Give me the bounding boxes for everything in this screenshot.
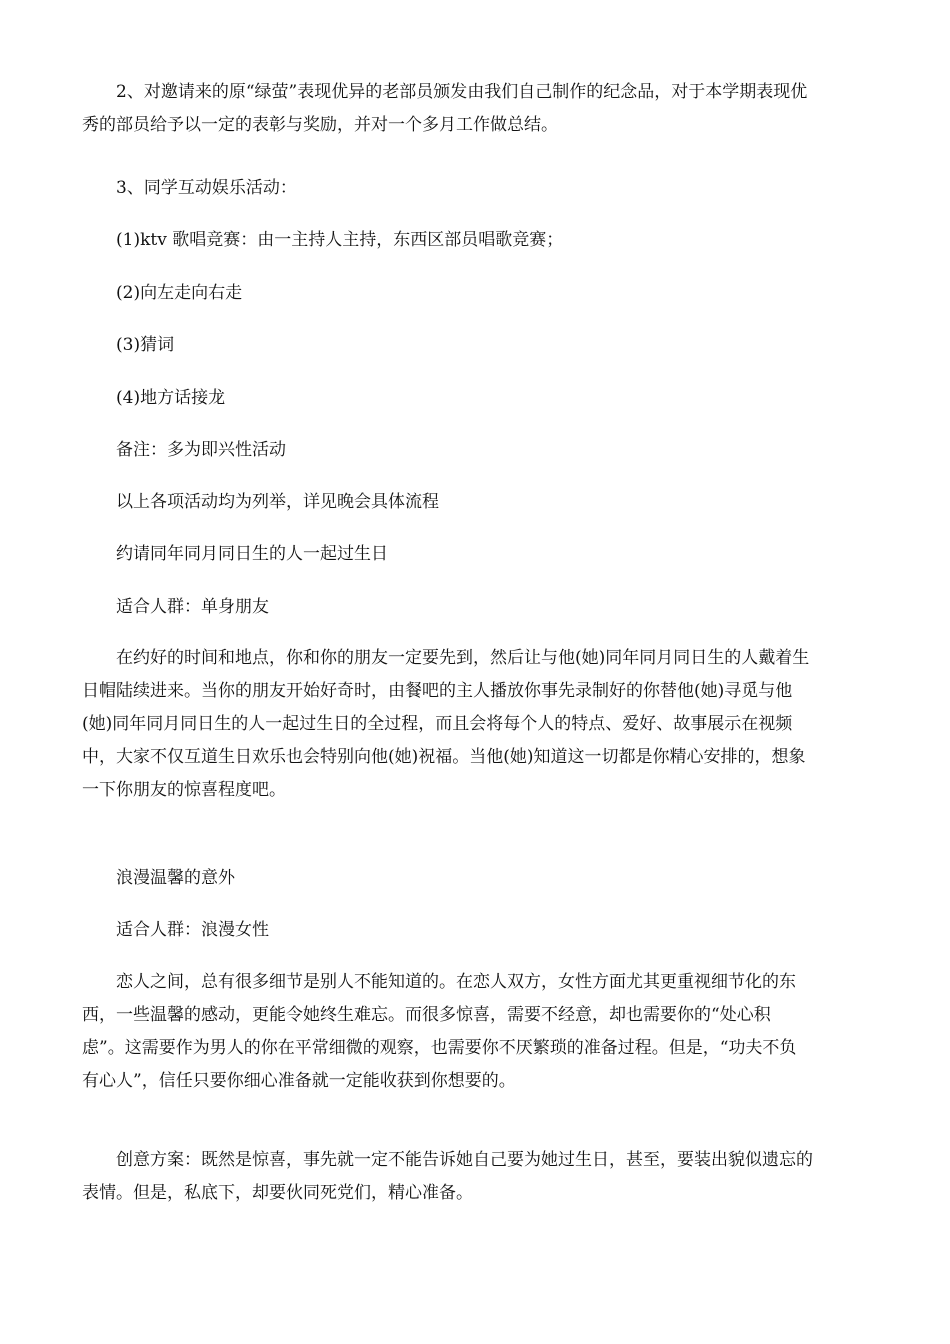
- text-line: 浪漫温馨的意外: [116, 868, 235, 888]
- paragraph-same-birthday-body: [82, 642, 872, 807]
- text-line: 中，大家不仅互道生日欢乐也会特别向他(她)祝福。当他(她)知道这一切都是你精心安排的，想象: [82, 747, 806, 767]
- paragraph-summary: [116, 486, 872, 519]
- list-item-ktv: [116, 224, 872, 257]
- text-line: 3、同学互动娱乐活动：: [116, 178, 297, 198]
- paragraph-award-item: [82, 76, 872, 142]
- text-line: (3)猜词: [116, 335, 175, 355]
- text-line: 创意方案：既然是惊喜，事先就一定不能告诉她自己要为她过生日，甚至，要装出貌似遗忘的: [116, 1150, 813, 1170]
- text-line: 有心人”，信任只要你细心准备就一定能收获到你想要的。: [82, 1071, 516, 1091]
- text-line: 表情。但是，私底下，却要伙同死党们，精心准备。: [82, 1183, 473, 1203]
- paragraph-creative-plan: [82, 1144, 872, 1210]
- paragraph-target-single: [116, 591, 872, 624]
- text-line: 在约好的时间和地点，你和你的朋友一定要先到，然后让与他(她)同年同月同日生的人戴着生: [116, 648, 810, 668]
- text-line: 一下你朋友的惊喜程度吧。: [82, 780, 286, 800]
- paragraph-activities-heading: [116, 172, 872, 205]
- text-line: 备注：多为即兴性活动: [116, 440, 286, 460]
- text-line: (4)地方话接龙: [116, 388, 226, 408]
- paragraph-target-romantic: [116, 914, 872, 947]
- text-line: 2、对邀请来的原“绿萤”表现优异的老部员颁发由我们自己制作的纪念品，对于本学期表现优: [116, 82, 808, 102]
- text-line: 适合人群：单身朋友: [116, 597, 269, 617]
- text-line: 适合人群：浪漫女性: [116, 920, 269, 940]
- section-heading-romantic: [116, 862, 872, 895]
- text-line: 约请同年同月同日生的人一起过生日: [116, 544, 388, 564]
- text-line: (2)向左走向右走: [116, 283, 243, 303]
- text-line: 以上各项活动均为列举，详见晚会具体流程: [116, 492, 439, 512]
- text-line: 西，一些温馨的感动，更能令她终生难忘。而很多惊喜，需要不经意，却也需要你的“处心积: [82, 1005, 771, 1025]
- list-item-dialect-relay: [116, 382, 872, 415]
- text-line: (1)ktv 歌唱竞赛：由一主持人主持，东西区部员唱歌竞赛；: [116, 230, 564, 250]
- text-line: (她)同年同月同日生的人一起过生日的全过程，而且会将每个人的特点、爱好、故事展示在视频: [82, 714, 793, 734]
- text-line: 虑”。这需要作为男人的你在平常细微的观察，也需要你不厌繁琐的准备过程。但是，“功夫不负: [82, 1038, 797, 1058]
- list-item-left-right: [116, 277, 872, 310]
- list-item-guess-words: [116, 329, 872, 362]
- paragraph-romantic-body: [82, 966, 872, 1098]
- text-line: 日帽陆续进来。当你的朋友开始好奇时，由餐吧的主人播放你事先录制好的你替他(她)寻觅与他: [82, 681, 793, 701]
- text-line: 恋人之间，总有很多细节是别人不能知道的。在恋人双方，女性方面尤其更重视细节化的东: [116, 972, 796, 992]
- section-heading-same-birthday: [116, 538, 872, 571]
- text-line: 秀的部员给予以一定的表彰与奖励，并对一个多月工作做总结。: [82, 115, 558, 135]
- paragraph-note: [116, 434, 872, 467]
